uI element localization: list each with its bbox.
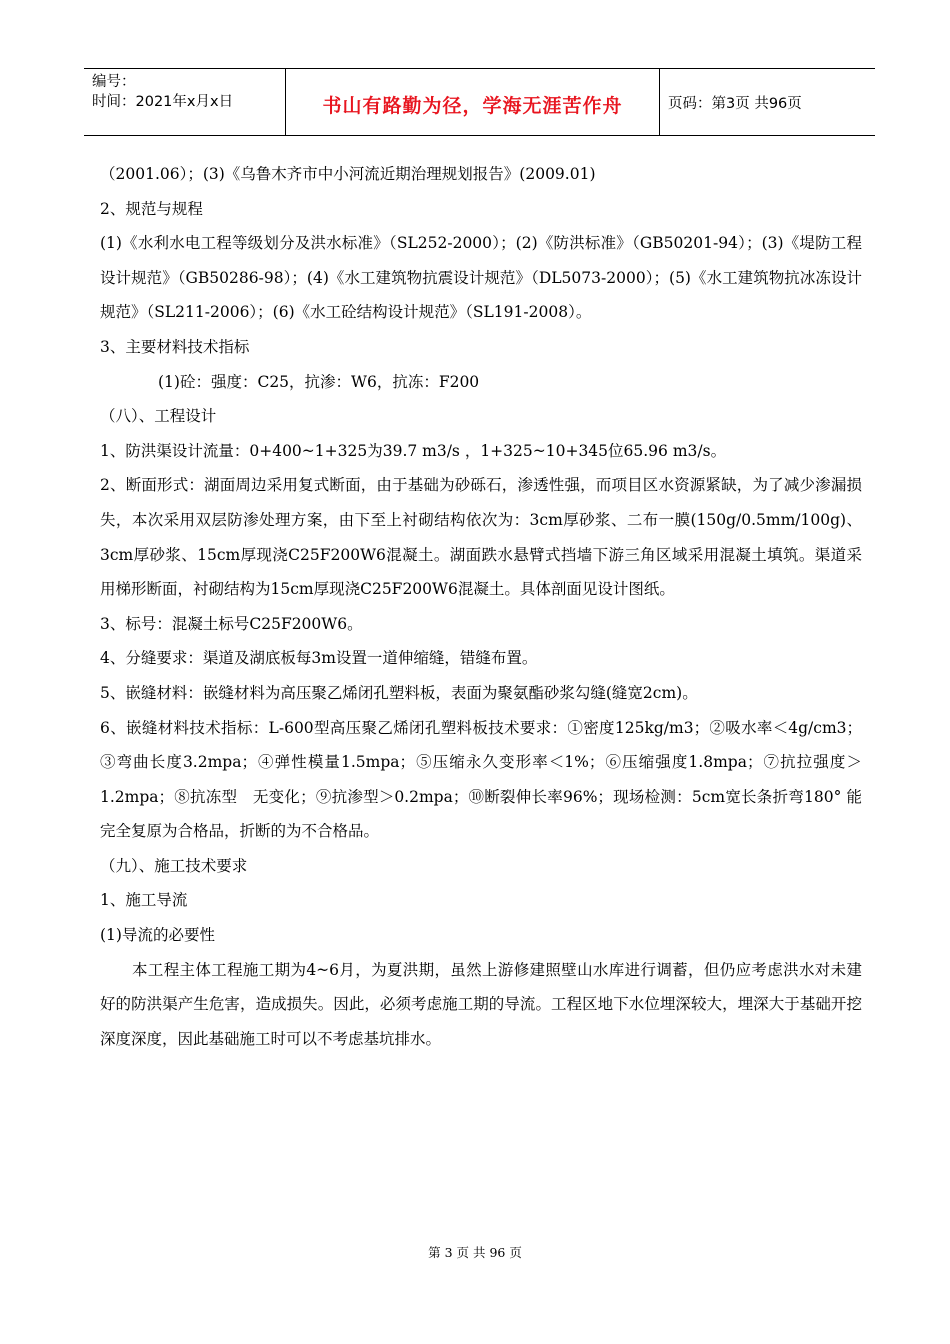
header-motto: 书山有路勤为径，学海无涯苦作舟 — [286, 69, 660, 135]
section-heading-construction: （九）、施工技术要求 — [100, 856, 248, 875]
paragraph-diversion-necessity: 本工程主体工程施工期为4~6月，为夏洪期，虽然上游修建照壁山水库进行调蓄，但仍应考虑洪水对未建好的防洪渠产生危害，造成损失。因此，必须考虑施工期的导流。工程区地下水位埋深较大，埋深大于基础开挖深度深度，因此基础施工时可以不考虑基坑排水。 — [100, 960, 862, 1048]
paragraph-design-flow: 1、防洪渠设计流量：0+400~1+325为39.7 m3/s ，1+325~10+345位65.96 m3/s。 — [100, 441, 727, 460]
paragraph-joint-requirements: 4、分缝要求：渠道及湖底板每3m设置一道伸缩缝，错缝布置。 — [100, 649, 538, 668]
document-body — [100, 157, 862, 1056]
section-heading-design: （八）、工程设计 — [100, 407, 217, 426]
paragraph-joint-material: 5、嵌缝材料：嵌缝材料为高压聚乙烯闭孔塑料板，表面为聚氨酯砂浆勾缝(缝宽2cm)。 — [100, 683, 698, 702]
section-heading-materials: 3、主要材料技术指标 — [100, 337, 250, 356]
section-heading-diversion: 1、施工导流 — [100, 891, 188, 910]
section-heading-necessity: (1)导流的必要性 — [100, 926, 215, 945]
page-footer: 第 3 页 共 96 页 — [428, 1245, 522, 1260]
paragraph-grade: 3、标号：混凝土标号C25F200W6。 — [100, 614, 363, 633]
paragraph-joint-material-spec: 6、嵌缝材料技术指标：L-600型高压聚乙烯闭孔塑料板技术要求：①密度125kg/m3；②吸水率＜4g/cm3；③弯曲长度3.2mpa；④弹性模量1.5mpa；⑤压缩永久变形率＜1%；⑥压缩强度1.8mpa；⑦抗拉强度＞1.2mpa；⑧抗冻型 无变化；⑨抗渗型＞0.2mpa；⑩断裂伸长率96%；现场检测：5cm宽长条折弯180° 能完全复原为合格品，折断的为不合格品。 — [100, 718, 862, 841]
header-page-number: 页码：第3页 共96页 — [668, 95, 802, 112]
paragraph-reference-continued: （2001.06）；(3)《乌鲁木齐市中小河流近期治理规划报告》(2009.01) — [100, 165, 596, 183]
paragraph-section-form: 2、断面形式：湖面周边采用复式断面，由于基础为砂砾石，渗透性强，而项目区水资源紧缺，为了减少渗漏损失，本次采用双层防渗处理方案，由下至上衬砌结构依次为：3cm厚砂浆、二布一膜(150g/0.5mm/100g)、3cm厚砂浆、15cm厚现浇C25F200W6混凝土。湖面跌水悬臂式挡墙下游三角区域采用混凝土填筑。渠道采用梯形断面，衬砌结构为15cm厚现浇C25F200W6混凝土。具体剖面见设计图纸。 — [100, 476, 862, 599]
header-meta — [84, 69, 286, 135]
paragraph-standards-list: (1)《水利水电工程等级划分及洪水标准》（SL252-2000）；(2)《防洪标准》（GB50201-94）；(3)《堤防工程设计规范》（GB50286-98）；(4)《水工建筑物抗震设计规范》（DL5073-2000）；(5)《水工建筑物抗冰冻设计规范》（SL211-2006）；(6)《水工砼结构设计规范》（SL191-2008）。 — [100, 234, 862, 322]
date-label: 时间：2021年x月x日 — [92, 94, 234, 110]
page-header — [84, 68, 875, 136]
number-label: 编号： — [92, 74, 136, 90]
section-heading-standards: 2、规范与规程 — [100, 199, 203, 218]
paragraph-concrete-spec: (1)砼：强度：C25，抗渗：W6，抗冻：F200 — [158, 372, 480, 391]
